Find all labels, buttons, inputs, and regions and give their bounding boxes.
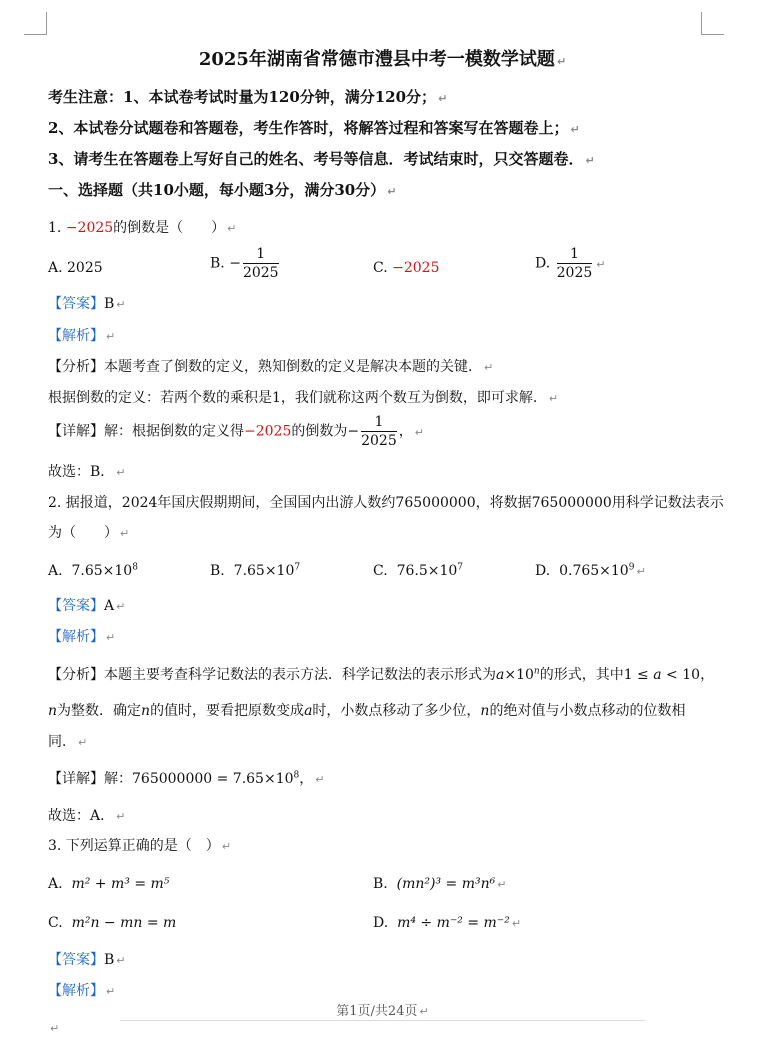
crop-mark-top-left <box>24 12 47 35</box>
notice-2: 2、本试卷分试题卷和答题卷，考生作答时，将解答过程和答案写在答题卷上； ↵ <box>48 119 580 137</box>
q2-fenxi-line1: 【分析】本题主要考查科学记数法的表示方法．科学记数法的表示形式为$a\times 10^n$的形式，其中1 ≤ a < 10， <box>48 666 715 683</box>
q1-option-c: C. −2025 <box>373 260 440 276</box>
fraction: $\frac{1}{2025}$ <box>361 414 397 449</box>
q2-option-a: A. $7.65\times 10^8$ <box>48 562 138 579</box>
q1-detail: 【详解】解：根据倒数的定义得−2025的倒数为− $\frac{1}{2025}$ ， ↵ <box>48 414 424 449</box>
q1-rule: 根据倒数的定义：若两个数的乘积是1，我们就称这两个数互为倒数，即可求解． ↵ <box>48 390 559 406</box>
footer-divider <box>120 1020 645 1021</box>
q3-option-b: B. (mn²)³ = m³n⁶ ↵ <box>373 876 507 892</box>
q2-option-c: C. $76.5\times 10^7$ <box>373 562 464 579</box>
section-heading: 一、选择题（共10小题，每小题3分，满分30分） ↵ <box>48 181 397 199</box>
q1-choose: 故选：B． ↵ <box>48 464 126 480</box>
return-mark: ↵ <box>556 55 567 68</box>
q2-stem-line1: 2. 据报道，2024年国庆假期期间，全国国内出游人数约765000000，将数据765000000用科学记数法表示 <box>48 495 724 511</box>
trailing-return-mark: ↵ <box>50 1022 60 1035</box>
q1-answer: 【答案】B ↵ <box>48 296 126 312</box>
page-footer: 第1页/共24页 ↵ <box>336 1004 429 1019</box>
q2-detail: 【详解】解：$765000000 = 7.65\times 10^8$， ↵ <box>48 770 325 787</box>
q2-option-d: D. $0.765\times 10^9$ ↵ <box>535 562 646 579</box>
title-text: 2025年湖南省常德市澧县中考一模数学试题 <box>198 49 555 70</box>
q2-answer: 【答案】A ↵ <box>48 598 126 614</box>
q2-choose: 故选：A． ↵ <box>48 808 126 824</box>
q1-stem: 1. −2025的倒数是（ ） ↵ <box>48 220 237 236</box>
notice-1: 考生注意：1、本试卷考试时量为120分钟，满分120分； ↵ <box>48 88 448 106</box>
q3-answer: 【答案】B ↵ <box>48 952 126 968</box>
q3-analysis-label: 【解析】 ↵ <box>48 983 116 999</box>
document-title <box>0 50 765 72</box>
q1-option-d: D. $\frac{1}{2025}$ ↵ <box>535 246 606 281</box>
q1-option-b: B. − $\frac{1}{2025}$ <box>210 246 279 281</box>
q2-fenxi-line3: 同． ↵ <box>48 734 88 750</box>
q2-analysis-label: 【解析】 ↵ <box>48 629 116 645</box>
fraction: $\frac{1}{2025}$ <box>242 246 279 281</box>
q2-stem-line2: 为（ ） ↵ <box>48 525 130 541</box>
q1-analysis-label: 【解析】 ↵ <box>48 328 116 344</box>
q1-fenxi: 【分析】本题考查了倒数的定义，熟知倒数的定义是解决本题的关键． ↵ <box>48 359 494 375</box>
q2-option-b: B. $7.65\times 10^7$ <box>210 562 301 579</box>
q3-option-d: D. m⁴ ÷ m⁻² = m⁻² ↵ <box>373 915 522 931</box>
q2-fenxi-line2: n为整数．确定n的值时，要看把原数变成a时，小数点移动了多少位，n的绝对值与小数点移动的位数相 <box>48 703 686 719</box>
crop-mark-top-right <box>701 12 724 35</box>
q3-stem: 3. 下列运算正确的是（ ） ↵ <box>48 838 232 854</box>
q3-option-c: C. m²n − mn = m <box>48 915 177 931</box>
fraction: $\frac{1}{2025}$ <box>556 246 593 281</box>
q3-option-a: A. m² + m³ = m⁵ <box>48 876 170 892</box>
q1-option-a: A. 2025 <box>48 260 103 276</box>
q1-expr: −2025 <box>65 220 114 236</box>
notice-3: 3、请考生在答题卷上写好自己的姓名、考号等信息．考试结束时，只交答题卷． ↵ <box>48 150 595 168</box>
